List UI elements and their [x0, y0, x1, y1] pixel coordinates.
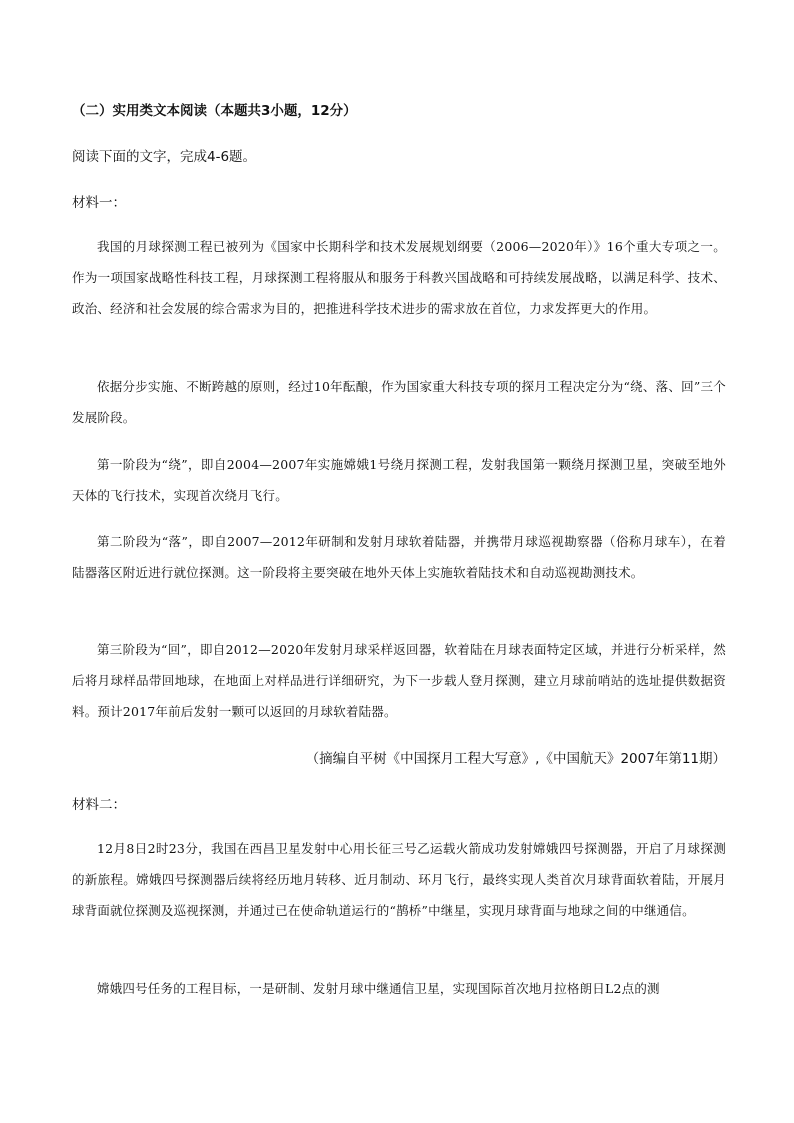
section-heading: （二）实用类文本阅读（本题共3小题，12分） — [72, 103, 357, 119]
material1-source: （摘编自平树《中国探月工程大写意》,《中国航天》2007年第11期） — [305, 751, 726, 767]
material2-paragraph-1: 12月8日2时23分，我国在西昌卫星发射中心用长征三号乙运载火箭成功发射嫦娥四号探测器，开启了月球探测的新旅程。嫦娥四号探测器后续将经历地月转移、近月制动、环月飞行，最终实现人类首次月球背面软着陆，开展月球背面就位探测及巡视探测，并通过已在使命轨道运行的“鹊桥”中继星，实现月球背面与地球之间的中继通信。 — [72, 841, 726, 918]
material1-label: 材料一： — [72, 195, 126, 211]
material1-paragraph-4: 第二阶段为“落”，即自2007—2012年研制和发射月球软着陆器，并携带月球巡视勘察器（俗称月球车），在着陆器落区附近进行就位探测。这一阶段将主要突破在地外天体上实施软着陆技术和自动巡视勘测技术。 — [72, 534, 726, 580]
material1-paragraph-5: 第三阶段为“回”，即自2012—2020年发射月球采样返回器，软着陆在月球表面特定区域，并进行分析采样，然后将月球样品带回地球，在地面上对样品进行详细研究，为下一步载人登月探测，建立月球前哨站的选址提供数据资料。预计2017年前后发射一颗可以返回的月球软着陆器。 — [72, 642, 726, 719]
material1-paragraph-1: 我国的月球探测工程已被列为《国家中长期科学和技术发展规划纲要（2006—2020年）》16个重大专项之一。作为一项国家战略性科技工程，月球探测工程将服从和服务于科教兴国战略和可持续发展战略，以满足科学、技术、政治、经济和社会发展的综合需求为目的，把推进科学技术进步的需求放在首位，力求发挥更大的作用。 — [72, 239, 726, 316]
material1-paragraph-3: 第一阶段为“绕”，即自2004—2007年实施嫦娥1号绕月探测工程，发射我国第一颗绕月探测卫星，突破至地外天体的飞行技术，实现首次绕月飞行。 — [72, 457, 726, 503]
material1-paragraph-2: 依据分步实施、不断跨越的原则，经过10年酝酿，作为国家重大科技专项的探月工程决定分为“绕、落、回”三个发展阶段。 — [72, 379, 726, 425]
material2-paragraph-2: 嫦娥四号任务的工程目标，一是研制、发射月球中继通信卫星，实现国际首次地月拉格朗日L2点的测 — [97, 981, 660, 996]
instruction-text: 阅读下面的文字，完成4-6题。 — [72, 149, 257, 165]
material2-label: 材料二： — [72, 797, 126, 813]
